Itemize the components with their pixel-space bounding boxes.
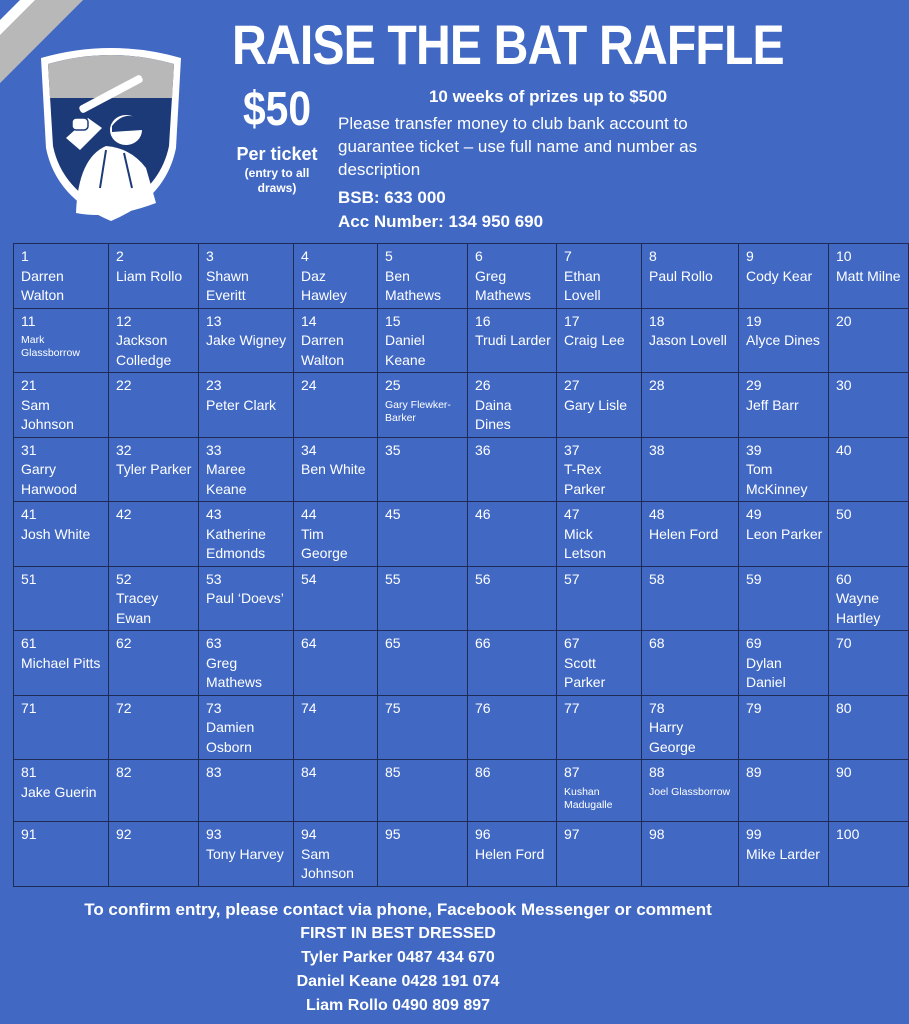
ticket-holder-name: Gary Flewker-Barker: [385, 398, 451, 424]
ticket-number: 73: [206, 699, 222, 716]
ticket-number: 31: [21, 441, 37, 458]
ticket-number: 52: [116, 570, 132, 587]
ticket-number: 51: [21, 570, 37, 587]
ticket-holder-name: Helen Ford: [475, 845, 545, 862]
ticket-row: [14, 437, 909, 502]
ticket-cell: [199, 308, 294, 373]
ticket-number: 99: [746, 826, 762, 842]
ticket-number: 62: [116, 635, 132, 651]
ticket-cell: [294, 631, 378, 696]
ticket-holder-name: Jake Guerin: [21, 783, 97, 800]
ticket-holder-name: Dylan Daniel: [746, 654, 786, 690]
ticket-number: 2: [116, 248, 124, 264]
ticket-number: 92: [116, 826, 132, 842]
ticket-cell: [739, 373, 829, 438]
ticket-holder-name: Jake Wigney: [206, 332, 287, 348]
ticket-holder-name: Ben Mathews: [385, 267, 442, 303]
ticket-number: 82: [116, 764, 132, 780]
bank-bsb: BSB: 633 000: [338, 188, 446, 207]
ticket-number: 59: [746, 570, 762, 587]
ticket-holder-name: Shawn Everitt: [206, 267, 249, 303]
ticket-cell: [829, 244, 909, 309]
ticket-holder-name: Cody Kear: [746, 267, 813, 284]
ticket-cell: [378, 822, 468, 887]
ticket-number: 68: [649, 635, 665, 651]
ticket-number: 27: [564, 377, 580, 393]
ticket-number: 33: [206, 441, 222, 458]
ticket-holder-name: Leon Parker: [746, 525, 823, 542]
ticket-cell: [14, 822, 109, 887]
ticket-number: 37: [564, 441, 580, 458]
ticket-number: 46: [475, 506, 491, 522]
ticket-cell: [378, 566, 468, 631]
ticket-number: 86: [475, 764, 491, 780]
ticket-holder-name: Sam Johnson: [301, 845, 354, 881]
ticket-number: 83: [206, 764, 222, 780]
ticket-cell: [829, 437, 909, 502]
ticket-holder-name: Mark Glassborrow: [21, 334, 80, 359]
ticket-number: 89: [746, 764, 762, 780]
ticket-cell: [199, 437, 294, 502]
ticket-cell: [829, 308, 909, 373]
ticket-holder-name: Tyler Parker: [116, 461, 192, 477]
ticket-cell: [468, 631, 557, 696]
ticket-cell: [199, 631, 294, 696]
ticket-holder-name: Sam Johnson: [21, 396, 74, 432]
ticket-cell: [378, 308, 468, 373]
ticket-number: 3: [206, 248, 214, 264]
ticket-number: 24: [301, 377, 317, 393]
ticket-number: 93: [206, 826, 222, 842]
ticket-cell: [739, 695, 829, 760]
ticket-cell: [378, 373, 468, 438]
ticket-holder-name: Wayne Hartley: [836, 590, 881, 626]
ticket-holder-name: Kushan Madugalle: [564, 785, 613, 811]
ticket-holder-name: Maree Keane: [206, 461, 247, 497]
ticket-number: 65: [385, 635, 401, 651]
ticket-cell: [199, 695, 294, 760]
ticket-cell: [468, 566, 557, 631]
ticket-holder-name: Helen Ford: [649, 525, 719, 542]
ticket-cell: [557, 566, 642, 631]
ticket-number: 43: [206, 506, 222, 522]
ticket-cell: [829, 502, 909, 567]
ticket-number: 78: [649, 699, 665, 716]
ticket-holder-name: Tony Harvey: [206, 845, 284, 862]
ticket-holder-name: Daniel Keane: [385, 332, 426, 368]
ticket-number: 54: [301, 570, 317, 587]
ticket-cell: [109, 437, 199, 502]
ticket-number: 9: [746, 248, 754, 264]
ticket-number: 53: [206, 570, 222, 587]
ticket-number: 36: [475, 441, 491, 458]
ticket-number: 7: [564, 248, 572, 264]
ticket-number: 61: [21, 635, 37, 651]
ticket-cell: [829, 566, 909, 631]
ticket-number: 13: [206, 312, 222, 329]
ticket-holder-name: Gary Lisle: [564, 396, 628, 413]
ticket-cell: [739, 760, 829, 822]
ticket-holder-name: Paul ‘Doevs’: [206, 590, 284, 606]
ticket-holder-name: Daz Hawley: [301, 267, 347, 303]
ticket-cell: [199, 760, 294, 822]
ticket-number: 29: [746, 377, 762, 393]
ticket-number: 11: [21, 312, 36, 329]
ticket-number: 16: [475, 312, 491, 329]
ticket-holder-name: Daina Dines: [475, 396, 512, 432]
ticket-number: 17: [564, 312, 580, 329]
ticket-cell: [468, 373, 557, 438]
ticket-cell: [642, 760, 739, 822]
prizes-text: 10 weeks of prizes up to $500: [428, 87, 668, 106]
ticket-cell: [557, 695, 642, 760]
ticket-number: 58: [649, 570, 665, 587]
ticket-cell: [109, 308, 199, 373]
ticket-cell: [294, 502, 378, 567]
ticket-number: 88: [649, 764, 665, 780]
ticket-row: [14, 566, 909, 631]
ticket-number: 71: [21, 699, 37, 716]
ticket-number: 79: [746, 699, 762, 716]
ticket-number: 63: [206, 635, 222, 651]
ticket-number: 84: [301, 764, 317, 780]
ticket-cell: [378, 695, 468, 760]
ticket-number: 49: [746, 506, 762, 522]
bank-account-number: Acc Number: 134 950 690: [338, 212, 544, 231]
ticket-cell: [109, 631, 199, 696]
ticket-cell: [642, 437, 739, 502]
ticket-cell: [294, 695, 378, 760]
ticket-cell: [294, 566, 378, 631]
ticket-number: 8: [649, 248, 657, 264]
ticket-cell: [468, 308, 557, 373]
per-ticket-label: Per ticket: [236, 144, 318, 164]
ticket-holder-name: Tracey Ewan: [116, 590, 159, 626]
ticket-cell: [557, 822, 642, 887]
ticket-cell: [378, 502, 468, 567]
ticket-cell: [14, 695, 109, 760]
ticket-number: 75: [385, 699, 401, 716]
ticket-cell: [468, 822, 557, 887]
ticket-holder-name: Garry Harwood: [21, 461, 78, 497]
ticket-number: 45: [385, 506, 401, 522]
ticket-cell: [14, 308, 109, 373]
ticket-number: 95: [385, 826, 401, 842]
ticket-holder-name: T-Rex Parker: [564, 461, 606, 497]
ticket-cell: [557, 308, 642, 373]
ticket-number: 12: [116, 312, 132, 329]
ticket-cell: [199, 502, 294, 567]
ticket-cell: [14, 373, 109, 438]
ticket-cell: [829, 631, 909, 696]
ticket-holder-name: Matt Milne: [836, 267, 901, 284]
ticket-cell: [739, 631, 829, 696]
ticket-number: 23: [206, 377, 222, 393]
ticket-holder-name: Joel Glassborrow: [649, 785, 731, 798]
ticket-holder-name: Tim George: [301, 525, 348, 561]
ticket-cell: [109, 760, 199, 822]
ticket-holder-name: Harry George: [649, 719, 696, 755]
ticket-number: 22: [116, 377, 132, 393]
ticket-cell: [829, 822, 909, 887]
ticket-cell: [642, 244, 739, 309]
ticket-number: 34: [301, 441, 317, 458]
ticket-number: 1: [21, 248, 29, 264]
ticket-cell: [829, 695, 909, 760]
ticket-cell: [468, 502, 557, 567]
ticket-cell: [294, 760, 378, 822]
ticket-number: 47: [564, 506, 580, 522]
ticket-holder-name: Ben White: [301, 461, 366, 477]
ticket-number: 96: [475, 826, 491, 842]
ticket-cell: [468, 760, 557, 822]
ticket-number: 74: [301, 699, 317, 716]
ticket-cell: [14, 502, 109, 567]
ticket-number: 85: [385, 764, 401, 780]
ticket-number: 98: [649, 826, 665, 842]
ticket-number: 21: [21, 377, 37, 393]
ticket-number: 19: [746, 312, 762, 329]
ticket-number: 90: [836, 764, 852, 780]
ticket-number: 66: [475, 635, 491, 651]
ticket-row: [14, 373, 909, 438]
ticket-number: 44: [301, 506, 317, 522]
ticket-cell: [109, 244, 199, 309]
ticket-cell: [557, 631, 642, 696]
ticket-cell: [739, 566, 829, 631]
ticket-cell: [14, 566, 109, 631]
ticket-cell: [294, 308, 378, 373]
ticket-holder-name: Jeff Barr: [746, 396, 799, 413]
ticket-number: 35: [385, 441, 401, 458]
ticket-cell: [14, 760, 109, 822]
ticket-cell: [109, 502, 199, 567]
ticket-holder-name: Michael Pitts: [21, 654, 101, 671]
page-title: RAISE THE BAT RAFFLE: [232, 13, 784, 76]
ticket-cell: [557, 502, 642, 567]
ticket-cell: [739, 308, 829, 373]
ticket-price: $50: [242, 83, 312, 136]
ticket-cell: [642, 502, 739, 567]
ticket-number: 100: [836, 826, 860, 842]
ticket-cell: [642, 373, 739, 438]
confirm-entry-text: To confirm entry, please contact via phone, Facebook Messenger or comment: [84, 900, 712, 919]
ticket-holder-name: Damien Osborn: [206, 719, 255, 755]
ticket-cell: [378, 760, 468, 822]
payment-instructions: Please transfer money to club bank account to guarantee ticket – use full name and number as description: [338, 114, 698, 179]
ticket-number: 48: [649, 506, 665, 522]
ticket-number: 26: [475, 377, 491, 393]
ticket-cell: [829, 373, 909, 438]
ticket-cell: [642, 695, 739, 760]
ticket-cell: [294, 437, 378, 502]
ticket-cell: [829, 760, 909, 822]
ticket-cell: [557, 244, 642, 309]
ticket-number: 87: [564, 764, 580, 780]
ticket-cell: [739, 822, 829, 887]
ticket-holder-name: Katherine Edmonds: [206, 525, 266, 561]
ticket-row: [14, 308, 909, 373]
ticket-cell: [294, 244, 378, 309]
ticket-holder-name: Peter Clark: [206, 396, 277, 413]
ticket-number: 50: [836, 506, 852, 522]
ticket-number: 41: [21, 506, 37, 522]
ticket-cell: [14, 437, 109, 502]
first-in-best-dressed: FIRST IN BEST DRESSED: [300, 925, 496, 942]
contact-daniel: Daniel Keane 0428 191 074: [296, 973, 500, 990]
cricket-batsman-shield-icon: [36, 38, 186, 223]
ticket-number: 69: [746, 635, 762, 651]
ticket-cell: [14, 244, 109, 309]
ticket-number: 14: [301, 312, 317, 329]
ticket-number: 4: [301, 248, 309, 264]
ticket-cell: [109, 822, 199, 887]
ticket-cell: [739, 502, 829, 567]
ticket-row: [14, 502, 909, 567]
ticket-cell: [557, 373, 642, 438]
ticket-holder-name: Greg Mathews: [206, 654, 263, 690]
ticket-number: 28: [649, 377, 665, 393]
ticket-holder-name: Jason Lovell: [649, 332, 727, 348]
ticket-number: 60: [836, 570, 852, 587]
ticket-cell: [14, 631, 109, 696]
ticket-number: 67: [564, 635, 580, 651]
ticket-number: 10: [836, 248, 852, 264]
ticket-holder-name: Scott Parker: [564, 654, 606, 690]
ticket-cell: [199, 373, 294, 438]
ticket-cell: [294, 373, 378, 438]
ticket-number: 70: [836, 635, 852, 651]
entry-note: (entry to all draws): [244, 166, 310, 195]
ticket-holder-name: Tom McKinney: [746, 461, 808, 497]
ticket-holder-name: Ethan Lovell: [564, 267, 601, 303]
ticket-holder-name: Liam Rollo: [116, 267, 183, 284]
ticket-number: 18: [649, 312, 665, 329]
ticket-holder-name: Craig Lee: [564, 332, 625, 348]
ticket-cell: [557, 437, 642, 502]
ticket-number: 91: [21, 826, 37, 842]
ticket-number: 94: [301, 826, 317, 842]
ticket-cell: [468, 437, 557, 502]
ticket-cell: [739, 437, 829, 502]
ticket-cell: [642, 566, 739, 631]
ticket-cell: [642, 631, 739, 696]
ticket-cell: [378, 631, 468, 696]
ticket-number: 72: [116, 699, 132, 716]
ticket-number: 39: [746, 441, 762, 458]
contact-tyler: Tyler Parker 0487 434 670: [301, 949, 495, 966]
footer: [0, 898, 796, 1018]
ticket-grid: [13, 243, 909, 887]
ticket-number: 20: [836, 312, 852, 329]
ticket-holder-name: Greg Mathews: [475, 267, 532, 303]
ticket-cell: [378, 244, 468, 309]
ticket-cell: [199, 822, 294, 887]
ticket-number: 6: [475, 248, 483, 264]
ticket-holder-name: Trudi Larder: [475, 332, 551, 348]
ticket-number: 56: [475, 570, 491, 587]
ticket-number: 30: [836, 377, 852, 393]
ticket-holder-name: Josh White: [21, 525, 91, 542]
ticket-cell: [468, 244, 557, 309]
ticket-holder-name: Jackson Colledge: [116, 332, 172, 368]
ticket-number: 32: [116, 441, 132, 458]
ticket-row: [14, 244, 909, 309]
contact-liam: Liam Rollo 0490 809 897: [305, 997, 491, 1014]
ticket-number: 42: [116, 506, 132, 522]
ticket-row: [14, 760, 909, 822]
ticket-holder-name: Darren Walton: [301, 332, 345, 368]
ticket-holder-name: Darren Walton: [21, 267, 65, 303]
ticket-number: 38: [649, 441, 665, 458]
ticket-cell: [642, 822, 739, 887]
ticket-number: 81: [21, 764, 37, 780]
ticket-cell: [642, 308, 739, 373]
ticket-number: 15: [385, 312, 401, 329]
ticket-number: 55: [385, 570, 401, 587]
ticket-row: [14, 695, 909, 760]
ticket-number: 5: [385, 248, 393, 264]
ticket-cell: [557, 760, 642, 822]
ticket-cell: [739, 244, 829, 309]
ticket-holder-name: Paul Rollo: [649, 267, 713, 284]
ticket-cell: [199, 244, 294, 309]
ticket-cell: [109, 373, 199, 438]
ticket-number: 77: [564, 699, 580, 716]
ticket-cell: [199, 566, 294, 631]
ticket-number: 64: [301, 635, 317, 651]
ticket-number: 57: [564, 570, 580, 587]
ticket-number: 40: [836, 441, 852, 458]
ticket-cell: [109, 695, 199, 760]
ticket-cell: [378, 437, 468, 502]
ticket-number: 80: [836, 699, 852, 716]
ticket-number: 76: [475, 699, 491, 716]
ticket-cell: [109, 566, 199, 631]
ticket-holder-name: Mike Larder: [746, 845, 820, 862]
ticket-number: 25: [385, 377, 401, 393]
ticket-cell: [468, 695, 557, 760]
ticket-row: [14, 631, 909, 696]
ticket-row: [14, 822, 909, 887]
ticket-cell: [294, 822, 378, 887]
ticket-holder-name: Alyce Dines: [746, 332, 820, 348]
ticket-holder-name: Mick Letson: [564, 525, 607, 561]
ticket-number: 97: [564, 826, 580, 842]
